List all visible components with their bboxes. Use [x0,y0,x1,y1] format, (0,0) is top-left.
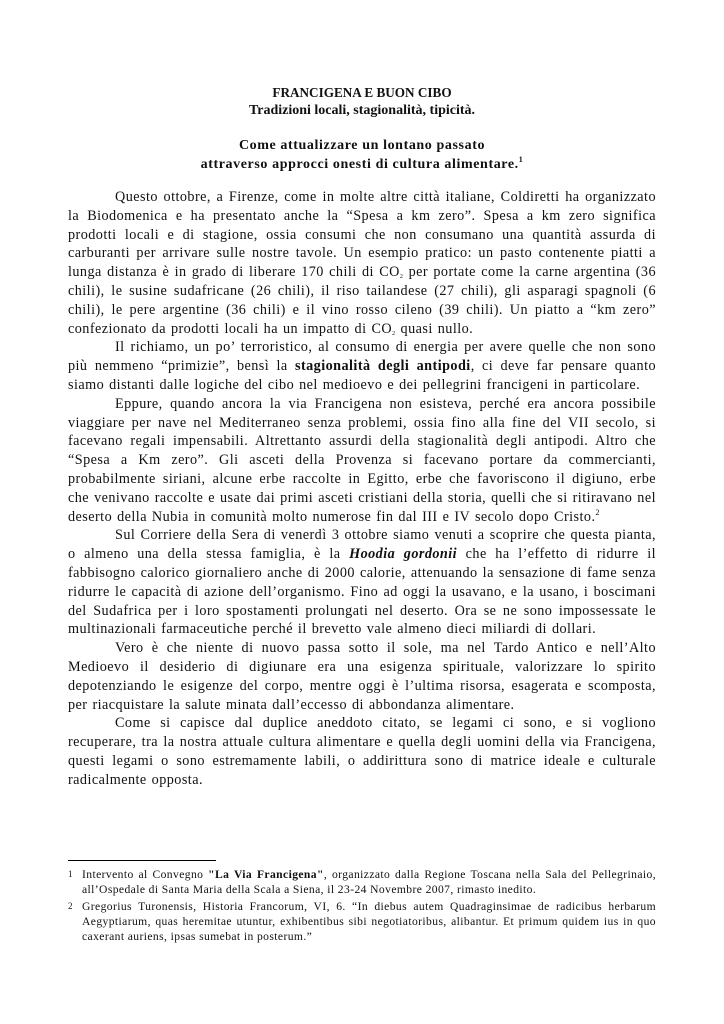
paragraph-5: Vero è che niente di nuovo passa sotto il sole, ma nel Tardo Antico e nell’Alto Medioevo il desiderio di digiunare era una esigenza spirituale, valorizzare lo spirito depotenziando le esigenze del corpo, mentre oggi è l’ultima risorsa, esagerata e scomposta, per riacquistare la salute minata dall’eccesso di abbondanza alimentare. [68,640,656,713]
footnote-1-part-a: Intervento al Convegno [82,868,209,881]
co2-subscript: 2 [399,274,404,281]
topic-line-2 [68,155,656,174]
paragraph-6: Come si capisce dal duplice aneddoto citato, se legami ci sono, e si vogliono recuperare, tra la nostra attuale cultura alimentare e quella degli uomini della via Francigena, questi legami o sono estremamente labili, o addirittura sono di matrice ideale e culturale radicalmente opposta. [68,715,656,788]
footnote-2-text: Gregorius Turonensis, Historia Francorum, VI, 6. “In diebus autem Quadraginsimae de radicibus herbarum Aegyptiarum, quas heremitae utuntur, exhibentibus sibi negotiatoribus, alibantur. Et primum quidem ius in quo caxerant auriens, ipsas sumebat in posterum.” [82,900,656,943]
paragraph-1 [68,188,656,338]
footnote-1-part-b: , organizzato dalla Regione Toscana nella Sala del Pellegrinaio, all’Ospedale di Santa Maria della Scala a Siena, il 23-24 Novembre 2007, rimasto inedito. [82,868,656,896]
document-page [68,84,656,790]
paragraph-2-emphasis: stagionalità degli antipodi [294,358,471,375]
footnote-number: 1 [68,869,73,879]
footnote-number: 2 [68,901,73,911]
paragraph-4-part-b: che ha l’effetto di ridurre il fabbisogno calorico giornaliero anche di 2000 calorie, attenuando la sensazione di fame senza ridurre le capacità di azione dell’organismo. Fino ad oggi la usavano, e la usano, i boscimani del Sudafrica per i loro spostamenti prolungati nel deserto. Ora se ne sono impossessate le multinazionali farmaceutiche perché il brevetto vale almeno dieci miliardi di dollari. [68,546,656,638]
paragraph-3-text: Eppure, quando ancora la via Francigena non esisteva, perché era ancora possibile viaggiare per nave nel Mediterraneo senza problemi, ossia fino alla fine del VII secolo, si facevano regali impensabili. Altrettanto assurdi della stagionalità degli antipodi. Altro che “Spesa a Km zero”. Gli asceti della Provenza si facevano portare da commercianti, probabilmente siriani, alcune erbe raccolte in Egitto, erbe che favoriscono il digiuno, erbe che venivano raccolte e usate dai primi asceti cristiani della storia, quelli che si ritiravano nel deserto della Nubia in comunità molto numerose fin dal III e IV secolo dopo Cristo. [68,395,656,525]
topic-line-1: Come attualizzare un lontano passato [238,138,486,153]
footnote-ref-1: 1 [518,155,524,164]
footnote-1-conference: "La Via Francigena" [208,868,324,881]
paragraph-4-part-a: Sul Corriere della Sera di venerdì 3 ottobre siamo venuti a scoprire che questa pianta, o almeno una della stessa famiglia, è la [68,527,656,563]
paragraph-2-part-a: Il richiamo, un po’ terroristico, al consumo di energia per avere quelle che non sono più nemmeno “primizie”, bensì la [68,339,656,375]
paragraph-1-part-c: quasi nullo. [395,320,474,337]
paragraph-1-part-b: per portate come la carne argentina (36 chili), le susine sudafricane (26 chili), il riso tailandese (27 chili), gli asparagi spagnoli (6 chili), le pere argentine (36 chili) e il vino rosso cileno (39 chili). Un piatto a “km zero” confezionato da prodotti locali ha un impatto di CO [68,264,656,337]
paragraph-2 [68,338,656,394]
topic-line-2-text: attraverso approcci onesti di cultura alimentare. [200,157,519,172]
article-body [68,188,656,790]
paragraph-1-part-a: Questo ottobre, a Firenze, come in molte altre città italiane, Coldiretti ha organizzato la Biodomenica e ha presentato anche la “Spesa a km zero”. Spesa a km zero significa prodotti locali e di stagione, ossia consumi che non consumano una quantità assurda di carburanti per arrivare sulle nostre tavole. Un esempio pratico: un pasto contenente piatti a lunga distanza è in grado di liberare 170 chili di CO [68,189,656,281]
footnote-ref-2: 2 [595,507,600,517]
paragraph-3 [68,395,656,527]
document-title: FRANCIGENA E BUON CIBO [272,85,452,100]
footnote-2 [68,899,656,944]
footnote-separator [68,860,216,861]
paragraph-2-part-b: , ci deve far pensare quanto siamo distanti dalle logiche del cibo nel medioevo e dei pellegrini francigeni in particolare. [68,358,657,393]
footnote-1 [68,867,656,897]
document-subtitle: Tradizioni locali, stagionalità, tipicità. [248,103,476,118]
footnotes [68,867,656,946]
co2-subscript: 2 [392,330,396,337]
plant-name: Hoodia gordonii [349,546,458,563]
paragraph-4 [68,526,656,639]
